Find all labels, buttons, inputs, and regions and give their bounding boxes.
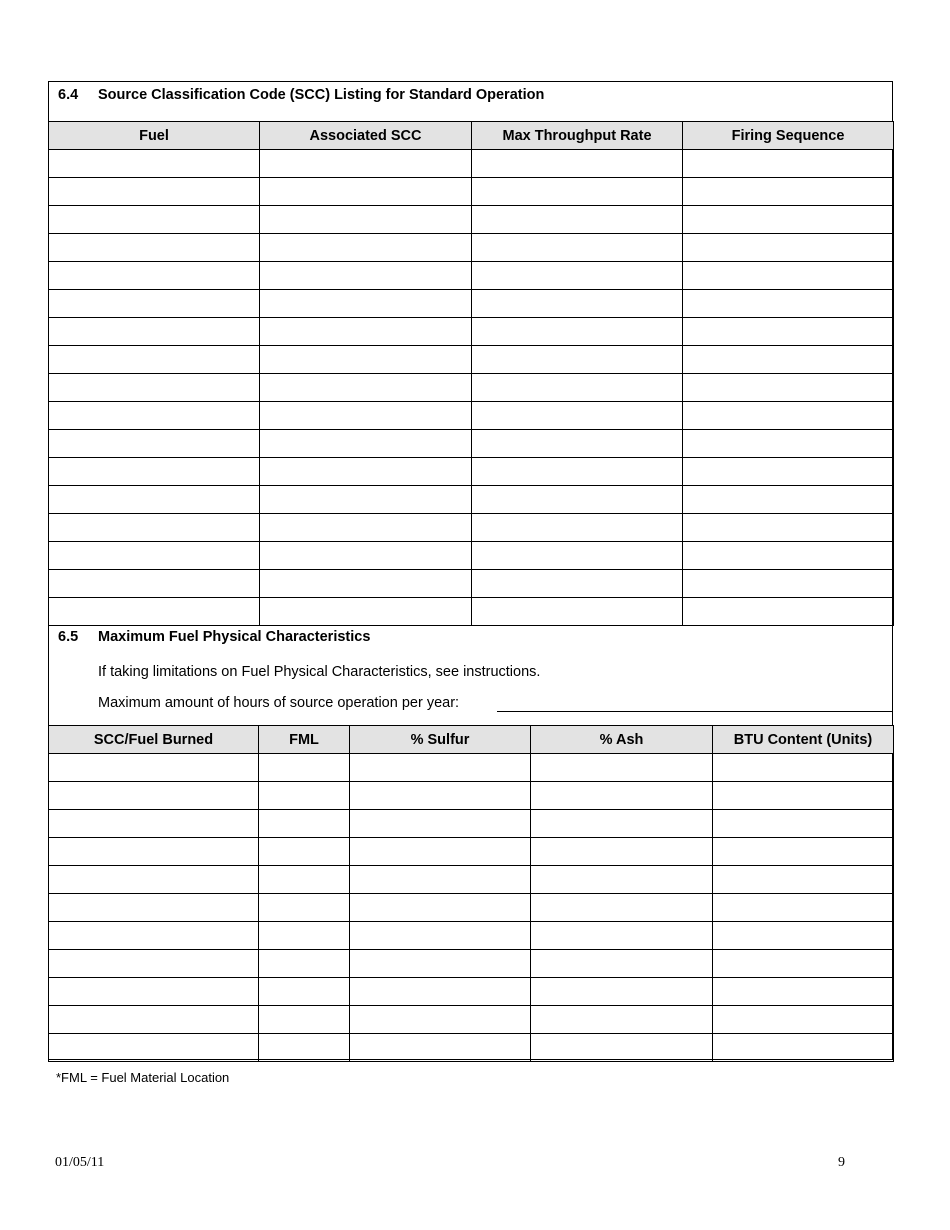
scc-listing-input-cell[interactable] — [683, 598, 894, 626]
scc-listing-input-cell[interactable] — [260, 486, 472, 514]
fuel-characteristics-input-cell[interactable] — [259, 1034, 350, 1062]
scc-listing-input-cell[interactable] — [683, 570, 894, 598]
scc-listing-input-cell[interactable] — [683, 402, 894, 430]
fuel-characteristics-input-cell[interactable] — [49, 894, 259, 922]
scc-listing-input-cell[interactable] — [260, 458, 472, 486]
fuel-characteristics-input-cell[interactable] — [259, 866, 350, 894]
scc-listing-input-cell[interactable] — [472, 542, 683, 570]
scc-listing-input-cell[interactable] — [683, 430, 894, 458]
scc-listing-input-cell[interactable] — [260, 570, 472, 598]
fuel-characteristics-input-cell[interactable] — [49, 810, 259, 838]
scc-listing-input-cell[interactable] — [260, 290, 472, 318]
scc-listing-column-header: Associated SCC — [260, 122, 472, 150]
table-row — [49, 894, 894, 922]
scc-listing-input-cell[interactable] — [49, 178, 260, 206]
fuel-characteristics-input-cell[interactable] — [531, 754, 713, 782]
scc-listing-input-cell[interactable] — [49, 514, 260, 542]
scc-listing-input-cell[interactable] — [472, 346, 683, 374]
scc-listing-input-cell[interactable] — [49, 542, 260, 570]
table-row — [49, 206, 894, 234]
table-row — [49, 374, 894, 402]
fuel-characteristics-input-cell[interactable] — [350, 1034, 531, 1062]
table-row — [49, 754, 894, 782]
table-row — [49, 866, 894, 894]
fuel-characteristics-column-header: % Sulfur — [350, 726, 531, 754]
section-6-4-heading: Source Classification Code (SCC) Listing for Standard Operation — [98, 87, 545, 103]
table-row — [49, 262, 894, 290]
scc-listing-header-row — [49, 122, 894, 150]
fuel-characteristics-column-header: FML — [259, 726, 350, 754]
scc-listing-input-cell[interactable] — [683, 234, 894, 262]
table-row — [49, 486, 894, 514]
table-row — [49, 598, 894, 626]
table-row — [49, 150, 894, 178]
scc-listing-input-cell[interactable] — [472, 430, 683, 458]
scc-listing-input-cell[interactable] — [260, 234, 472, 262]
table-row — [49, 1006, 894, 1034]
scc-listing-input-cell[interactable] — [472, 318, 683, 346]
fuel-characteristics-header-row — [49, 726, 894, 754]
scc-listing-table — [48, 121, 894, 626]
fuel-characteristics-input-cell[interactable] — [350, 838, 531, 866]
scc-listing-input-cell[interactable] — [49, 346, 260, 374]
table-row — [49, 950, 894, 978]
fuel-characteristics-input-cell[interactable] — [713, 782, 894, 810]
fuel-characteristics-input-cell[interactable] — [259, 1006, 350, 1034]
scc-listing-input-cell[interactable] — [260, 206, 472, 234]
fuel-characteristics-input-cell[interactable] — [49, 1006, 259, 1034]
scc-listing-input-cell[interactable] — [472, 458, 683, 486]
scc-listing-input-cell[interactable] — [472, 150, 683, 178]
scc-listing-input-cell[interactable] — [49, 486, 260, 514]
fuel-characteristics-input-cell[interactable] — [531, 1006, 713, 1034]
scc-listing-input-cell[interactable] — [472, 514, 683, 542]
table-row — [49, 234, 894, 262]
fuel-characteristics-input-cell[interactable] — [49, 866, 259, 894]
scc-listing-input-cell[interactable] — [49, 234, 260, 262]
table-row — [49, 570, 894, 598]
fuel-characteristics-input-cell[interactable] — [49, 782, 259, 810]
fuel-characteristics-input-cell[interactable] — [531, 866, 713, 894]
scc-listing-input-cell[interactable] — [472, 374, 683, 402]
fuel-characteristics-input-cell[interactable] — [350, 810, 531, 838]
scc-listing-input-cell[interactable] — [472, 598, 683, 626]
table-row — [49, 402, 894, 430]
table-row — [49, 810, 894, 838]
scc-listing-input-cell[interactable] — [49, 290, 260, 318]
scc-listing-input-cell[interactable] — [49, 598, 260, 626]
fuel-limitations-instruction: If taking limitations on Fuel Physical Characteristics, see instructions. — [98, 664, 541, 680]
table-row — [49, 178, 894, 206]
fuel-characteristics-input-cell[interactable] — [49, 950, 259, 978]
footer-date: 01/05/11 — [55, 1155, 105, 1170]
fuel-characteristics-input-cell[interactable] — [713, 866, 894, 894]
fuel-characteristics-input-cell[interactable] — [259, 838, 350, 866]
fuel-characteristics-input-cell[interactable] — [259, 922, 350, 950]
fuel-characteristics-input-cell[interactable] — [49, 922, 259, 950]
scc-listing-input-cell[interactable] — [683, 542, 894, 570]
table-row — [49, 290, 894, 318]
table-row — [49, 782, 894, 810]
fuel-characteristics-input-cell[interactable] — [259, 754, 350, 782]
scc-listing-input-cell[interactable] — [260, 318, 472, 346]
scc-listing-input-cell[interactable] — [472, 486, 683, 514]
section-6-5-heading: Maximum Fuel Physical Characteristics — [98, 629, 371, 645]
table-row — [49, 1034, 894, 1062]
scc-listing-input-cell[interactable] — [260, 402, 472, 430]
scc-listing-input-cell[interactable] — [260, 514, 472, 542]
scc-listing-column-header: Firing Sequence — [683, 122, 894, 150]
section-6-4-title — [58, 87, 544, 103]
scc-listing-input-cell[interactable] — [260, 542, 472, 570]
scc-listing-input-cell[interactable] — [472, 290, 683, 318]
table-row — [49, 922, 894, 950]
fuel-characteristics-column-header: BTU Content (Units) — [713, 726, 894, 754]
fuel-characteristics-input-cell[interactable] — [713, 838, 894, 866]
scc-listing-input-cell[interactable] — [260, 430, 472, 458]
scc-listing-input-cell[interactable] — [260, 178, 472, 206]
fuel-characteristics-input-cell[interactable] — [49, 838, 259, 866]
table-row — [49, 346, 894, 374]
fuel-characteristics-input-cell[interactable] — [713, 1006, 894, 1034]
fuel-characteristics-input-cell[interactable] — [350, 866, 531, 894]
scc-listing-input-cell[interactable] — [260, 150, 472, 178]
scc-listing-input-cell[interactable] — [472, 178, 683, 206]
scc-listing-input-cell[interactable] — [683, 458, 894, 486]
fml-footnote: *FML = Fuel Material Location — [56, 1070, 230, 1085]
scc-listing-input-cell[interactable] — [683, 150, 894, 178]
scc-listing-input-cell[interactable] — [472, 402, 683, 430]
table-row — [49, 318, 894, 346]
fuel-characteristics-input-cell[interactable] — [350, 1006, 531, 1034]
scc-listing-input-cell[interactable] — [260, 346, 472, 374]
scc-listing-input-cell[interactable] — [683, 178, 894, 206]
scc-listing-input-cell[interactable] — [49, 150, 260, 178]
fuel-characteristics-input-cell[interactable] — [350, 754, 531, 782]
fuel-characteristics-input-cell[interactable] — [49, 754, 259, 782]
operating-hours-field[interactable] — [497, 711, 893, 712]
fuel-characteristics-input-cell[interactable] — [49, 1034, 259, 1062]
fuel-characteristics-input-cell[interactable] — [531, 978, 713, 1006]
fuel-characteristics-input-cell[interactable] — [531, 838, 713, 866]
fuel-characteristics-column-header: SCC/Fuel Burned — [49, 726, 259, 754]
scc-listing-column-header: Max Throughput Rate — [472, 122, 683, 150]
fuel-characteristics-input-cell[interactable] — [259, 782, 350, 810]
scc-listing-input-cell[interactable] — [683, 318, 894, 346]
fuel-characteristics-input-cell[interactable] — [713, 922, 894, 950]
fuel-characteristics-input-cell[interactable] — [713, 1034, 894, 1062]
scc-listing-column-header: Fuel — [49, 122, 260, 150]
fuel-characteristics-input-cell[interactable] — [713, 894, 894, 922]
scc-listing-input-cell[interactable] — [683, 374, 894, 402]
section-6-5-title — [58, 629, 370, 645]
fuel-characteristics-input-cell[interactable] — [531, 782, 713, 810]
fuel-characteristics-input-cell[interactable] — [531, 950, 713, 978]
scc-listing-input-cell[interactable] — [472, 262, 683, 290]
fuel-characteristics-input-cell[interactable] — [259, 978, 350, 1006]
scc-listing-input-cell[interactable] — [260, 374, 472, 402]
scc-listing-input-cell[interactable] — [683, 346, 894, 374]
scc-listing-input-cell[interactable] — [49, 430, 260, 458]
fuel-characteristics-input-cell[interactable] — [350, 978, 531, 1006]
scc-listing-input-cell[interactable] — [49, 570, 260, 598]
scc-listing-input-cell[interactable] — [472, 206, 683, 234]
fuel-characteristics-column-header: % Ash — [531, 726, 713, 754]
scc-listing-input-cell[interactable] — [260, 598, 472, 626]
table-row — [49, 514, 894, 542]
fuel-characteristics-input-cell[interactable] — [259, 950, 350, 978]
scc-listing-input-cell[interactable] — [683, 206, 894, 234]
scc-listing-input-cell[interactable] — [49, 374, 260, 402]
fuel-characteristics-input-cell[interactable] — [49, 978, 259, 1006]
fuel-characteristics-input-cell[interactable] — [350, 950, 531, 978]
scc-listing-input-cell[interactable] — [683, 290, 894, 318]
scc-listing-input-cell[interactable] — [683, 262, 894, 290]
scc-listing-input-cell[interactable] — [260, 262, 472, 290]
fuel-characteristics-input-cell[interactable] — [713, 810, 894, 838]
fuel-characteristics-input-cell[interactable] — [531, 810, 713, 838]
scc-listing-input-cell[interactable] — [683, 486, 894, 514]
scc-listing-input-cell[interactable] — [472, 570, 683, 598]
table-row — [49, 978, 894, 1006]
scc-listing-input-cell[interactable] — [49, 318, 260, 346]
operating-hours-label: Maximum amount of hours of source operation per year: — [98, 695, 460, 711]
fuel-characteristics-input-cell[interactable] — [713, 754, 894, 782]
fuel-characteristics-input-cell[interactable] — [531, 1034, 713, 1062]
scc-listing-input-cell[interactable] — [49, 458, 260, 486]
table-row — [49, 458, 894, 486]
scc-listing-input-cell[interactable] — [49, 262, 260, 290]
fuel-characteristics-input-cell[interactable] — [259, 810, 350, 838]
scc-listing-input-cell[interactable] — [683, 514, 894, 542]
fuel-characteristics-table — [48, 725, 894, 1062]
page-number: 9 — [838, 1155, 845, 1170]
table-row — [49, 838, 894, 866]
fuel-characteristics-input-cell[interactable] — [713, 950, 894, 978]
section-6-4-number: 6.4 — [58, 87, 79, 103]
scc-listing-input-cell[interactable] — [49, 402, 260, 430]
fuel-characteristics-input-cell[interactable] — [531, 922, 713, 950]
fuel-characteristics-input-cell[interactable] — [350, 894, 531, 922]
scc-listing-input-cell[interactable] — [49, 206, 260, 234]
fuel-characteristics-input-cell[interactable] — [713, 978, 894, 1006]
scc-listing-input-cell[interactable] — [472, 234, 683, 262]
fuel-characteristics-input-cell[interactable] — [350, 922, 531, 950]
table-row — [49, 542, 894, 570]
fuel-characteristics-input-cell[interactable] — [350, 782, 531, 810]
fuel-characteristics-input-cell[interactable] — [259, 894, 350, 922]
section-6-5-number: 6.5 — [58, 629, 79, 645]
table-row — [49, 430, 894, 458]
fuel-characteristics-input-cell[interactable] — [531, 894, 713, 922]
